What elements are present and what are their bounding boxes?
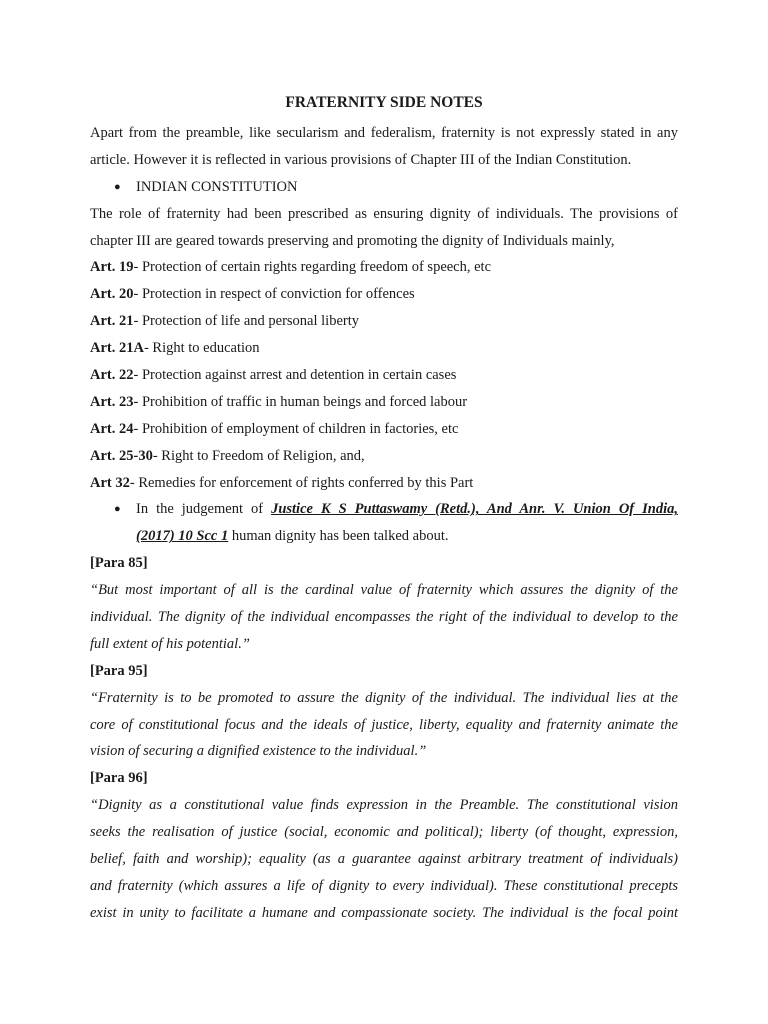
article-number: Art. 23 [90, 393, 134, 410]
intro-line-2: article. However it is reflected in various provisions of Chapter III of the Indian Constitution. [90, 151, 632, 168]
para-95-line-1: “Fraternity is to be promoted to assure the dignity of the individual. The individual lies at the [90, 689, 678, 706]
article-text: - Right to Freedom of Religion, and, [152, 447, 365, 464]
bullet-icon: ● [114, 180, 121, 193]
judgement-line-1 [90, 496, 678, 523]
para-96-line-1: “Dignity as a constitutional value finds expression in the Preamble. The constitutional vision [90, 797, 678, 814]
intro-line-1: Apart from the preamble, like secularism and federalism, fraternity is not expressly stated in any [90, 125, 678, 141]
para-96-heading: [Para 96] [90, 770, 148, 787]
para-96-line-4: and fraternity (which assures a life of dignity to every individual). These constitutional precepts [90, 877, 678, 894]
case-citation-part-2: (2017) 10 Scc 1 [136, 528, 229, 545]
document-title: FRATERNITY SIDE NOTES [285, 94, 483, 111]
article-23 [90, 389, 678, 416]
role-line-2: chapter III are geared towards preserving and promoting the dignity of Individuals mainly, [90, 232, 615, 249]
article-text: - Right to education [143, 340, 260, 357]
bullet-indian-constitution [90, 174, 678, 201]
para-95-line-2: core of constitutional focus and the ideals of justice, liberty, equality and fraternity animate the [90, 716, 678, 733]
article-number: Art 32 [90, 474, 130, 491]
article-22 [90, 362, 678, 389]
role-line-1: The role of fraternity had been prescribed as ensuring dignity of individuals. The provisions of [90, 205, 678, 222]
judgement-line-2 [90, 523, 678, 550]
article-24 [90, 416, 678, 443]
para-85-line-1: “But most important of all is the cardinal value of fraternity which assures the dignity of the [90, 582, 678, 599]
article-number: Art. 21 [90, 313, 134, 330]
para-85-heading: [Para 85] [90, 555, 148, 572]
article-20 [90, 281, 678, 308]
para-95-line-3: vision of securing a dignified existence to the individual.” [90, 743, 427, 760]
article-number: Art. 20 [90, 286, 134, 303]
para-85-line-2: individual. The dignity of the individual encompasses the right of the individual to develop to the [90, 609, 678, 626]
judgement-suffix: human dignity has been talked about. [228, 528, 449, 545]
bullet-text: INDIAN CONSTITUTION [136, 178, 298, 195]
article-21 [90, 308, 678, 335]
document-body [90, 120, 678, 927]
article-number: Art. 22 [90, 367, 134, 384]
para-96-line-2: seeks the realisation of justice (social, economic and political); liberty (of thought, expression, [90, 824, 678, 841]
article-text: - Prohibition of employment of children in factories, etc [133, 420, 459, 437]
article-number: Art. 21A [90, 340, 144, 357]
article-25-30 [90, 443, 678, 470]
article-19 [90, 254, 678, 281]
article-32 [90, 470, 678, 497]
article-text: - Protection against arrest and detention in certain cases [133, 367, 457, 384]
article-text: - Protection of certain rights regarding freedom of speech, etc [133, 259, 492, 276]
judgement-prefix: In the judgement of [136, 501, 272, 518]
article-number: Art. 19 [90, 259, 134, 276]
article-text: - Protection in respect of conviction for offences [133, 286, 415, 303]
bullet-icon: ● [114, 503, 121, 516]
para-96-line-5: exist in unity to facilitate a humane and compassionate society. The individual is the focal point [90, 904, 678, 921]
article-text: - Prohibition of traffic in human beings and forced labour [133, 393, 468, 410]
para-95-heading: [Para 95] [90, 662, 148, 679]
para-85-line-3: full extent of his potential.” [90, 635, 250, 652]
article-number: Art. 24 [90, 420, 134, 437]
article-text: - Protection of life and personal liberty [133, 313, 359, 330]
article-text: - Remedies for enforcement of rights conferred by this Part [129, 474, 474, 491]
article-number: Art. 25-30 [90, 447, 153, 464]
article-21a [90, 335, 678, 362]
para-96-line-3: belief, faith and worship); equality (as a guarantee against arbitrary treatment of individuals) [90, 851, 678, 868]
case-citation-part-1: Justice K S Puttaswamy (Retd.), And Anr. V. Union Of India, [271, 501, 678, 518]
